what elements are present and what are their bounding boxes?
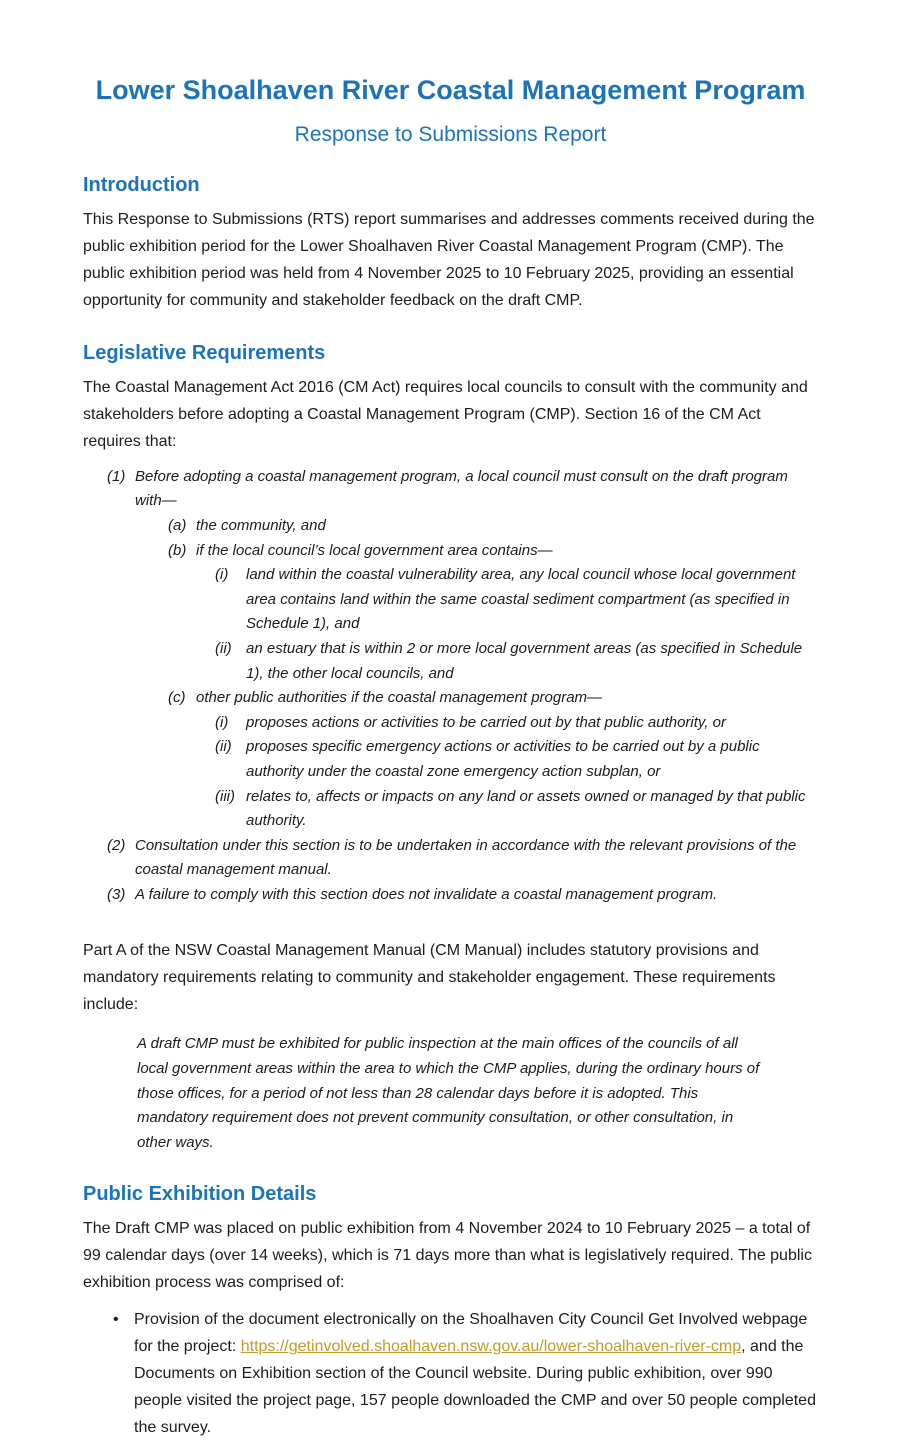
legal-list-item <box>83 686 818 711</box>
legal-list-item <box>83 514 818 539</box>
legislative-intro-paragraph: The Coastal Management Act 2016 (CM Act) requires local councils to consult with the community and stakeholders before adopting a Coastal Management Program (CMP). Section 16 of the CM Act requires that: <box>83 378 808 450</box>
section-heading-legislative-requirements: Legislative Requirements <box>83 341 326 364</box>
bullet-text-before-link: Provision of the document electronically on the Shoalhaven City Council Get Involved webpage for the project: <box>134 1311 808 1356</box>
legal-list-item-label: (3) <box>107 885 126 903</box>
legal-list-item-text: proposes specific emergency actions or activities to be carried out by a public authority under the coastal zone emergency action subplan, or <box>246 738 760 780</box>
legal-list-item <box>83 637 818 686</box>
legal-list-item-label: (i) <box>215 713 229 731</box>
legal-list-item <box>83 735 818 784</box>
legal-list-item-label: (ii) <box>215 639 232 657</box>
legal-list-item-text: the community, and <box>196 516 326 534</box>
legal-list-item-text: an estuary that is within 2 or more local government areas (as specified in Schedule 1), the other local councils, and <box>246 639 803 682</box>
legal-list-item-text: A failure to comply with this section does not invalidate a coastal management program. <box>135 885 718 903</box>
document-title: Lower Shoalhaven River Coastal Management Program <box>95 75 806 105</box>
exhibition-bullet-item <box>83 1306 818 1441</box>
legal-list-item-text: proposes actions or activities to be carried out by that public authority, or <box>246 713 726 731</box>
legal-list-item <box>83 563 818 637</box>
cm-manual-quote: A draft CMP must be exhibited for public inspection at the main offices of the councils of all local government areas within the area to which the CMP applies, during the ordinary hours of those offices, for a period of not less than 28 calendar days before it is adopted. This mandatory requirement does not prevent community consultation, or other consultation, in other ways. <box>137 1035 760 1151</box>
project-webpage-link[interactable]: https://getinvolved.shoalhaven.nsw.gov.au/lower-shoalhaven-river-cmp <box>240 1338 742 1356</box>
bullet-text-after-link: , and the Documents on Exhibition section of the Council website. During public exhibition, over 990 people visited the project page, 157 people downloaded the CMP and over 50 people completed the survey. <box>134 1338 816 1437</box>
legal-list-item-text: other public authorities if the coastal management program— <box>196 689 603 707</box>
legal-list-item <box>83 883 818 908</box>
section-heading-public-exhibition-details: Public Exhibition Details <box>83 1183 317 1206</box>
introduction-paragraph: This Response to Submissions (RTS) report summarises and addresses comments received during the public exhibition period for the Lower Shoalhaven River Coastal Management Program (CMP). The public exhibition period was held from 4 November 2025 to 10 February 2025, providing an essential opportunity for community and stakeholder feedback on the draft CMP. <box>83 210 815 309</box>
legal-list-item-text: if the local council’s local government area contains— <box>196 541 553 559</box>
exhibition-bullet-text <box>134 1306 818 1441</box>
document-subtitle: Response to Submissions Report <box>294 122 607 146</box>
legal-list-item <box>83 834 818 883</box>
legal-list-item-label: (a) <box>168 516 187 534</box>
legal-list-item-text: relates to, affects or impacts on any land or assets owned or managed by that public authority. <box>246 787 806 830</box>
legal-list-item-label: (1) <box>107 467 126 485</box>
legal-list-item-label: (i) <box>215 566 229 584</box>
legal-list-item-text: Consultation under this section is to be undertaken in accordance with the relevant provisions of the coastal management manual. <box>135 836 797 879</box>
legal-list-item-label: (iii) <box>215 787 235 805</box>
legal-list-item <box>83 539 818 564</box>
bullet-marker: • <box>113 1311 119 1329</box>
legal-list-item <box>83 465 818 514</box>
part-a-paragraph: Part A of the NSW Coastal Management Manual (CM Manual) includes statutory provisions and mandatory requirements relating to community and stakeholder engagement. These requirements include: <box>83 942 776 1014</box>
legal-list-item-label: (c) <box>168 689 186 707</box>
legal-list-item-text: land within the coastal vulnerability area, any local council whose local government area contains land within the same coastal sediment compartment (as specified in Schedule 1), and <box>246 566 796 633</box>
legal-list-item-label: (b) <box>168 541 187 559</box>
section-heading-introduction: Introduction <box>83 173 200 196</box>
legal-list-item <box>83 711 818 736</box>
legal-list-item-label: (ii) <box>215 738 232 756</box>
legal-list-item-text: Before adopting a coastal management program, a local council must consult on the draft program with— <box>135 467 788 510</box>
legal-list-item-label: (2) <box>107 836 126 854</box>
cm-act-section16-list <box>83 465 818 908</box>
legal-list-item <box>83 785 818 834</box>
exhibition-intro-paragraph: The Draft CMP was placed on public exhibition from 4 November 2024 to 10 February 2025 – a total of 99 calendar days (over 14 weeks), which is 71 days more than what is legislatively required. The public exhibition process was comprised of: <box>83 1220 812 1292</box>
